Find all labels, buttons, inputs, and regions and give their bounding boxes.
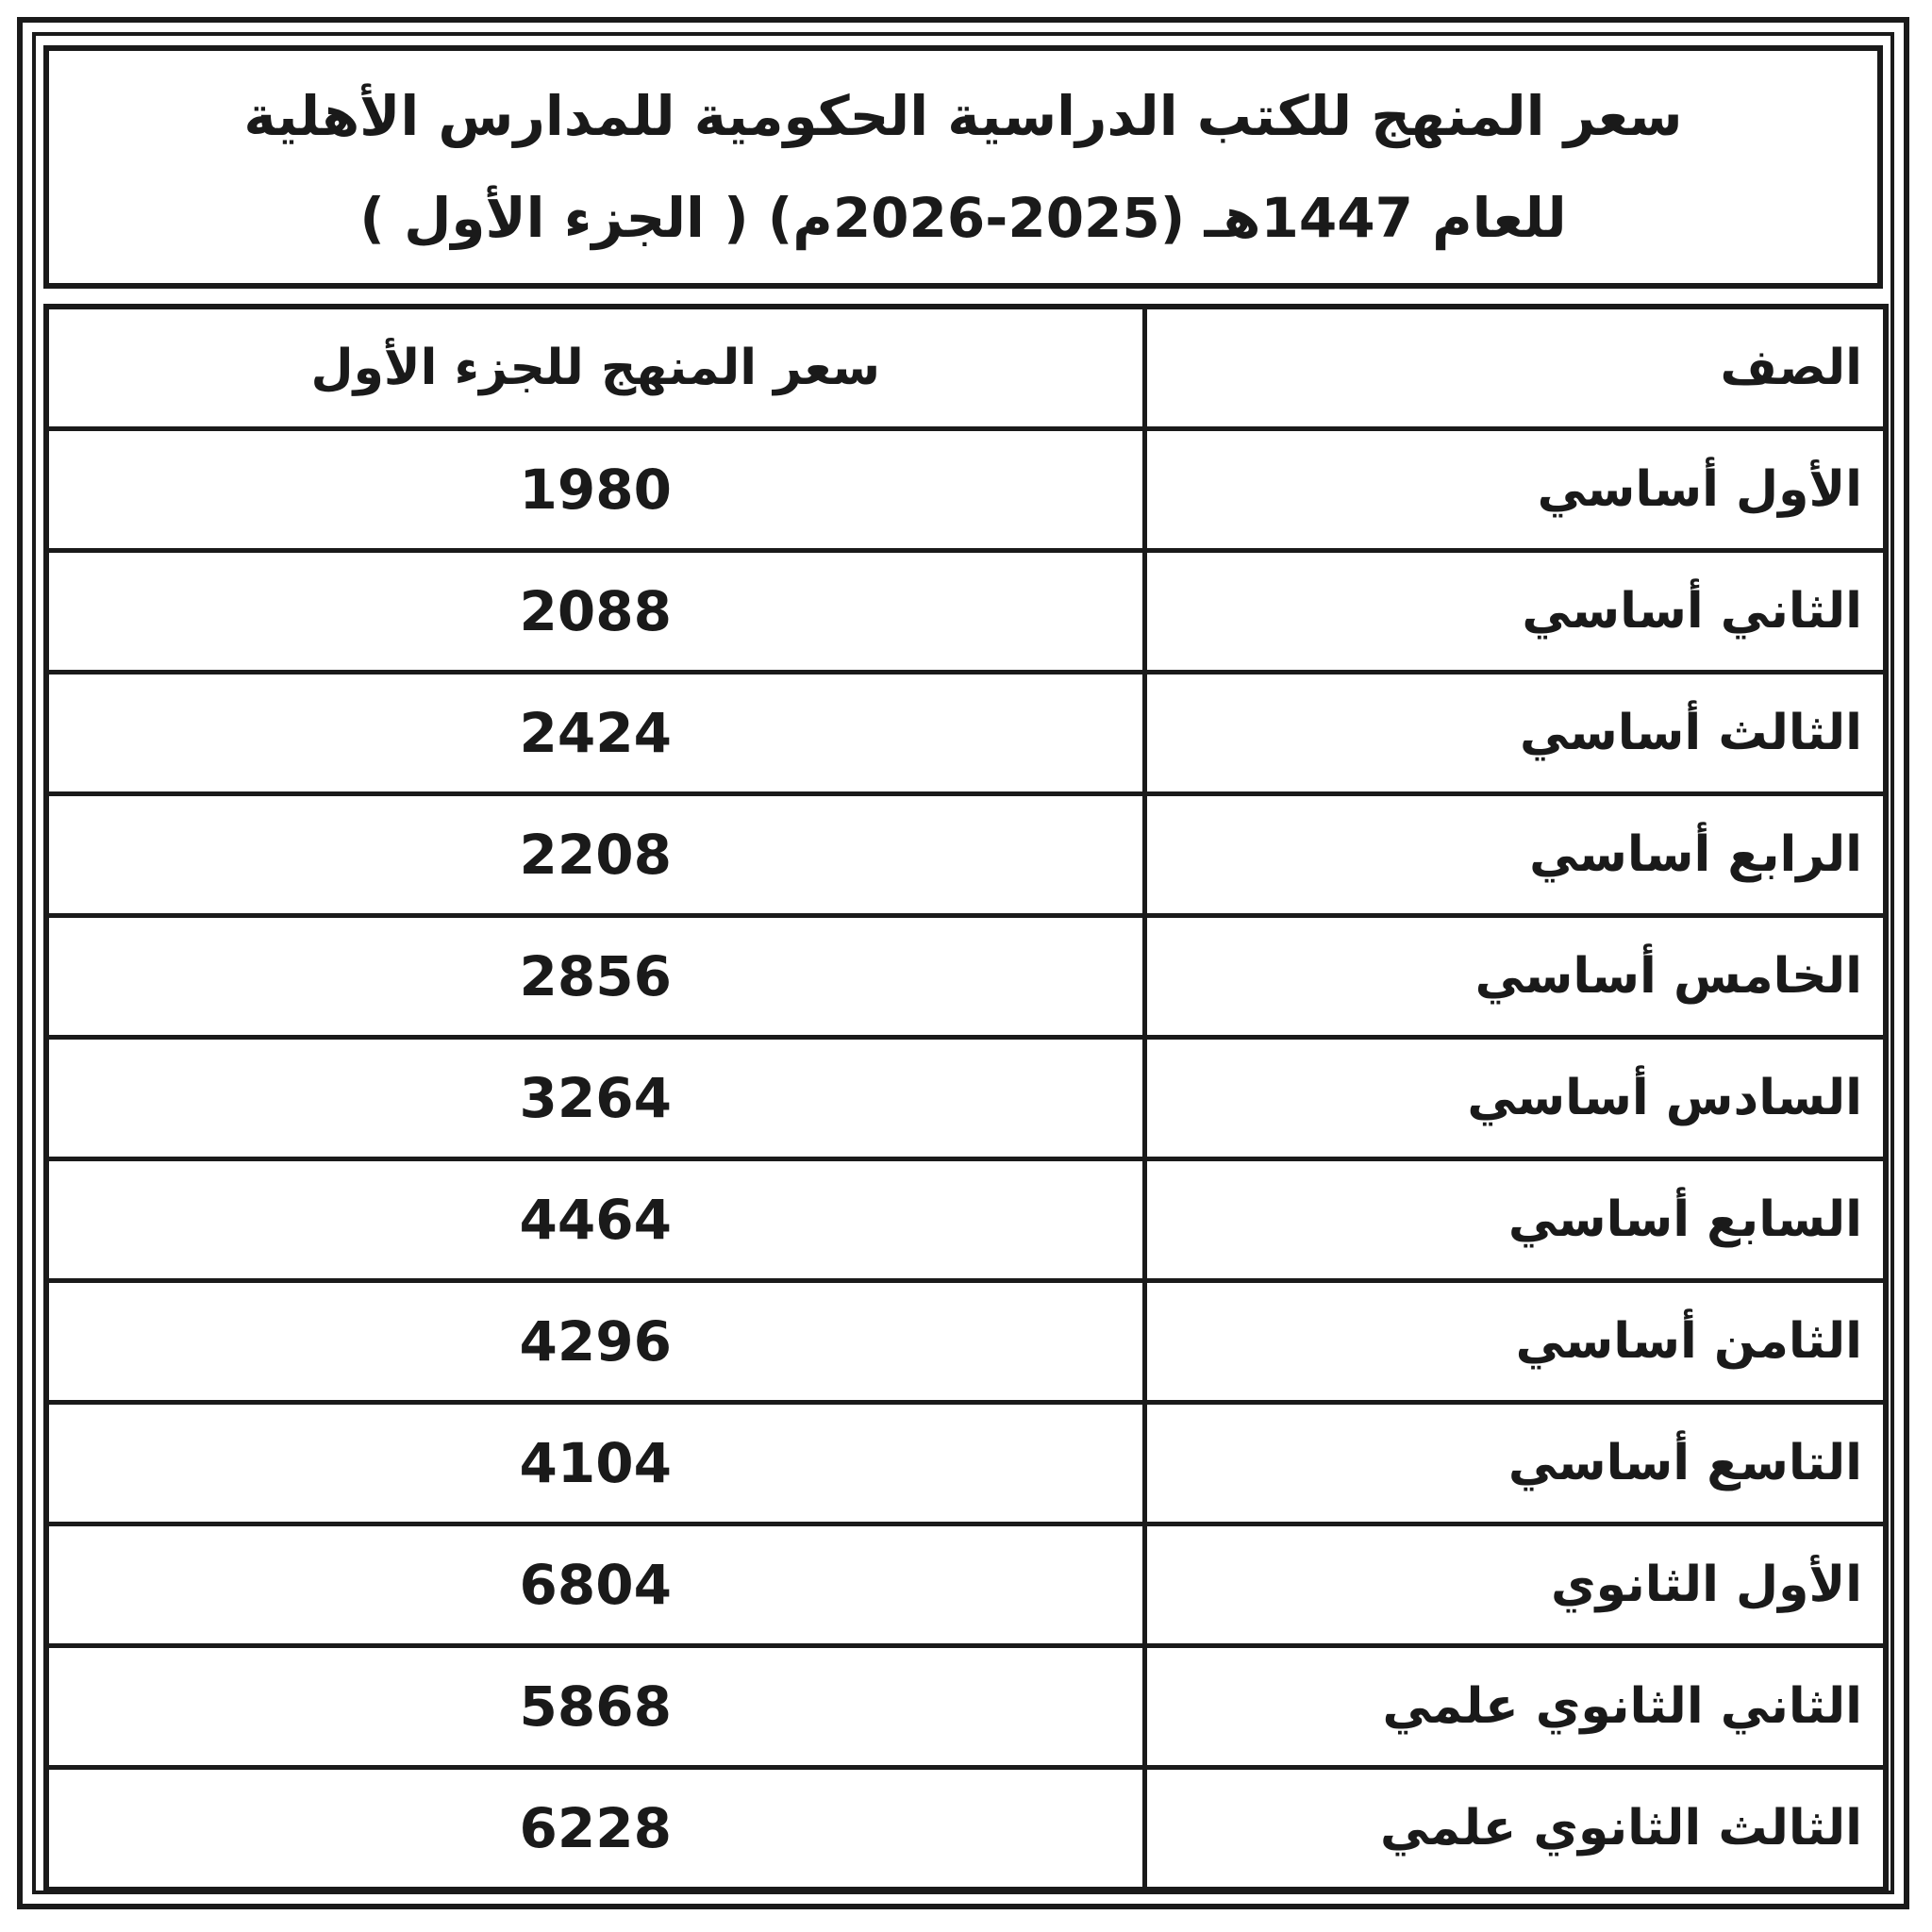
grade-cell: الأول أساسي	[1144, 429, 1886, 551]
grade-cell: التاسع أساسي	[1144, 1403, 1886, 1524]
table-row	[46, 429, 1886, 551]
table-row	[46, 916, 1886, 1038]
grade-cell: الثامن أساسي	[1144, 1281, 1886, 1403]
price-cell: 4464	[46, 1159, 1144, 1281]
grade-cell: الثاني أساسي	[1144, 551, 1886, 673]
price-cell: 6804	[46, 1524, 1144, 1646]
grade-cell: الخامس أساسي	[1144, 916, 1886, 1038]
title-box	[43, 45, 1883, 289]
price-cell: 4104	[46, 1403, 1144, 1524]
grade-cell: الثالث الثانوي علمي	[1144, 1768, 1886, 1890]
title-line-1: سعر المنهج للكتب الدراسية الحكومية للمدارس الأهلية	[243, 84, 1683, 148]
price-cell: 1980	[46, 429, 1144, 551]
price-cell: 2856	[46, 916, 1144, 1038]
grade-cell: السابع أساسي	[1144, 1159, 1886, 1281]
table-row	[46, 1281, 1886, 1403]
header-price-label: سعر المنهج للجزء الأول	[310, 340, 881, 396]
price-cell: 2424	[46, 673, 1144, 794]
table-body	[46, 429, 1886, 1890]
table-row	[46, 1768, 1886, 1890]
price-cell: 2208	[46, 794, 1144, 916]
grade-cell: الثالث أساسي	[1144, 673, 1886, 794]
price-cell: 2088	[46, 551, 1144, 673]
table-row	[46, 794, 1886, 916]
grade-cell: الأول الثانوي	[1144, 1524, 1886, 1646]
title-line-2: للعام 1447هـ (2025-2026م) ( الجزء الأول )	[359, 186, 1567, 250]
grade-cell: الثاني الثانوي علمي	[1144, 1646, 1886, 1768]
price-cell: 3264	[46, 1038, 1144, 1159]
table-row	[46, 673, 1886, 794]
header-price	[46, 307, 1144, 429]
table-header-row	[46, 307, 1886, 429]
price-table	[43, 304, 1889, 1892]
price-cell: 5868	[46, 1646, 1144, 1768]
header-grade: الصف	[1144, 307, 1886, 429]
price-cell: 6228	[46, 1768, 1144, 1890]
table-row	[46, 1159, 1886, 1281]
table-row	[46, 1403, 1886, 1524]
table-row	[46, 551, 1886, 673]
table-row	[46, 1646, 1886, 1768]
table-row	[46, 1524, 1886, 1646]
grade-cell: السادس أساسي	[1144, 1038, 1886, 1159]
price-cell: 4296	[46, 1281, 1144, 1403]
grade-cell: الرابع أساسي	[1144, 794, 1886, 916]
table-row	[46, 1038, 1886, 1159]
